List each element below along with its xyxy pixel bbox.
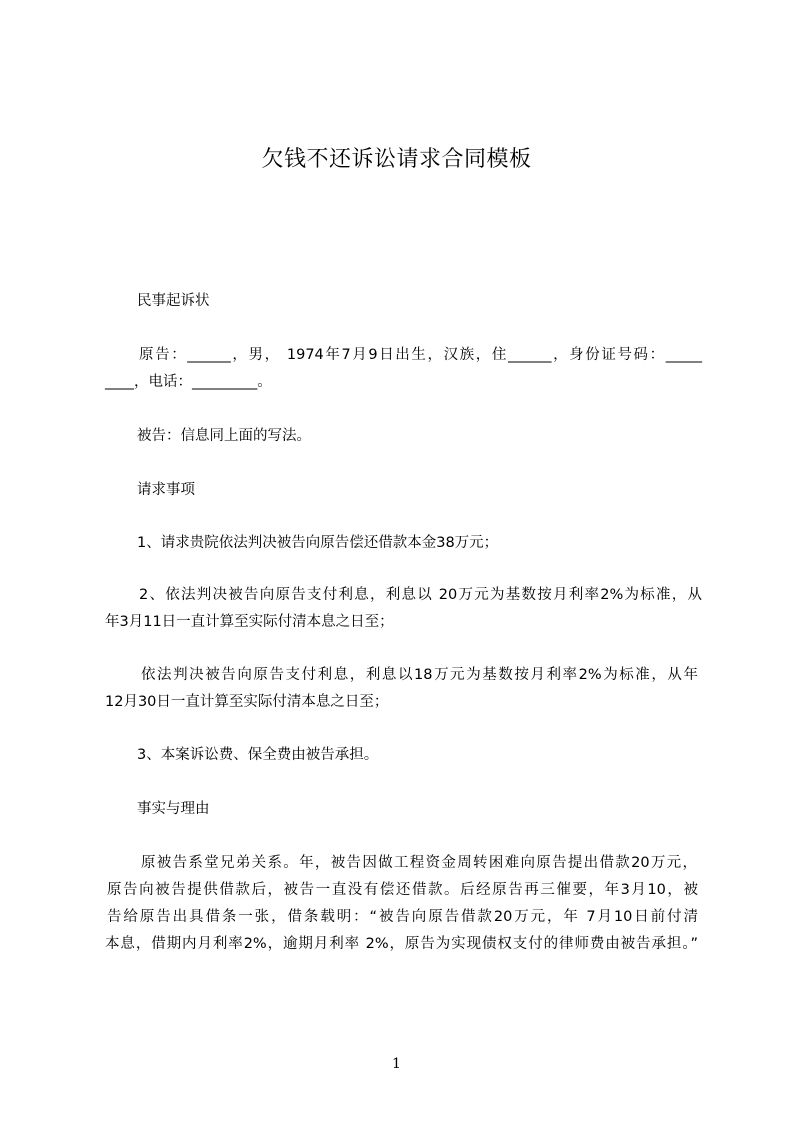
heading-complaint: 民事起诉状 (137, 293, 210, 309)
claim-2-line-2: 年3月11日一直计算至实际付清本息之日至； (105, 614, 394, 630)
plaintiff-line-1: 原告：______，男， 1974年7月9日出生，汉族，住______，身份证号码：_____ (139, 347, 702, 363)
heading-facts: 事实与理由 (137, 801, 210, 817)
claim-1: 1、请求贵院依法判决被告向原告偿还借款本金38万元； (137, 535, 499, 551)
claim-2b-line-1: 依法判决被告向原告支付利息，利息以18万元为基数按月利率2%为标准，从年 (141, 667, 698, 683)
defendant-line: 被告：信息同上面的写法。 (137, 428, 311, 444)
claim-2b-line-2: 12月30日一直计算至实际付清本息之日至； (105, 694, 389, 710)
facts-line-2: 原告向被告提供借款后，被告一直没有偿还借款。后经原告再三催要，年3月10，被 (107, 882, 698, 898)
document-title: 欠钱不还诉讼请求合同模板 (261, 147, 532, 172)
page-number: 1 (392, 1056, 401, 1072)
plaintiff-line-2: ____，电话：_________。 (105, 374, 272, 390)
claim-3: 3、本案诉讼费、保全费由被告承担。 (137, 747, 379, 763)
heading-claims: 请求事项 (137, 482, 195, 498)
facts-line-1: 原被告系堂兄弟关系。年，被告因做工程资金周转困难向原告提出借款20万元， (141, 855, 697, 871)
claim-2-line-1: 2、依法判决被告向原告支付利息，利息以 20万元为基数按月利率2%为标准，从 (139, 587, 702, 603)
facts-line-4: 本息，借期内月利率2%，逾期月利率 2%，原告为实现债权支付的律师费由被告承担。” (105, 936, 698, 952)
facts-line-3: 告给原告出具借条一张，借条载明：“被告向原告借款20万元，年 7月10日前付清 (107, 909, 698, 925)
